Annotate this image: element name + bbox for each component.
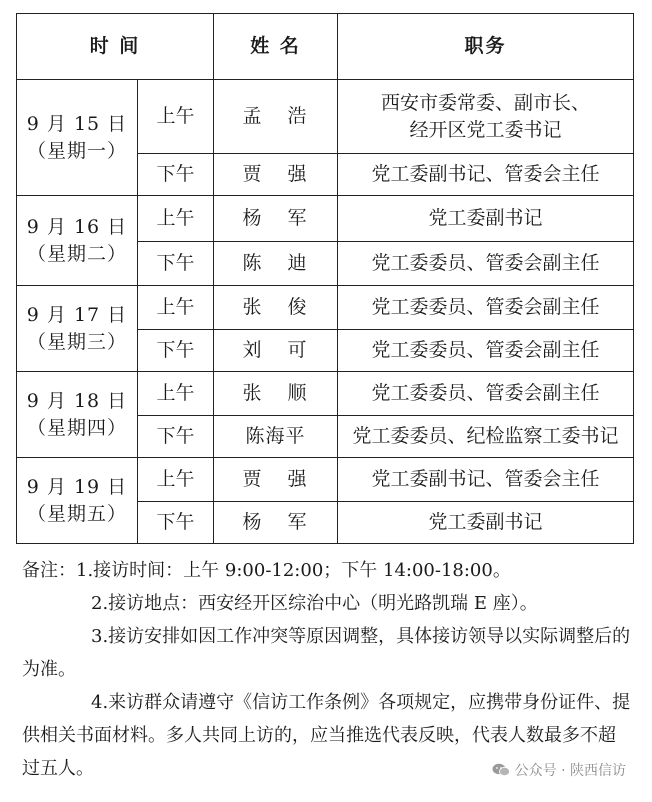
- period-cell: 下午: [138, 242, 214, 286]
- role-line: 西安市委常委、副市长、: [380, 91, 590, 114]
- role-cell: [338, 196, 634, 242]
- period-cell: 下午: [138, 416, 214, 458]
- table-row: [17, 372, 634, 416]
- weekday-text: （星期二）: [26, 242, 127, 265]
- table-row: [17, 196, 634, 242]
- role-cell: [338, 330, 634, 372]
- name-cell: 杨 军: [214, 502, 338, 544]
- period-cell: 上午: [138, 196, 214, 242]
- notes-section: [22, 554, 632, 785]
- date-cell: [17, 80, 138, 196]
- role-line: 党工委委员、管委会副主任: [371, 382, 600, 405]
- date-text: 9 月 16 日: [26, 215, 128, 238]
- role-cell: [338, 242, 634, 286]
- header-role: 职务: [338, 14, 634, 80]
- name-cell: 张 俊: [214, 286, 338, 330]
- role-cell: [338, 416, 634, 458]
- role-line: 党工委委员、纪检监察工委书记: [352, 425, 619, 448]
- name-cell: 贾 强: [214, 154, 338, 196]
- table-row: [17, 80, 634, 154]
- weekday-text: （星期一）: [26, 139, 127, 162]
- note-4: 4.来访群众请遵守《信访工作条例》各项规定，应携带身份证件、提供相关书面材料。多人共同上访的，应当推选代表反映，代表人数最多不超过五人。: [22, 692, 631, 779]
- role-line: 经开区党工委书记: [409, 118, 562, 141]
- role-cell: [338, 372, 634, 416]
- period-cell: 下午: [138, 154, 214, 196]
- header-name: 姓 名: [214, 14, 338, 80]
- period-cell: 下午: [138, 330, 214, 372]
- weekday-text: （星期四）: [26, 416, 127, 439]
- weekday-text: （星期三）: [26, 330, 127, 353]
- date-cell: [17, 458, 138, 544]
- header-time: 时 间: [17, 14, 214, 80]
- name-cell: 刘 可: [214, 330, 338, 372]
- name-cell: 陈 迪: [214, 242, 338, 286]
- table-row: [17, 286, 634, 330]
- table-row: [17, 458, 634, 502]
- wechat-icon: [492, 763, 510, 777]
- date-text: 9 月 18 日: [26, 389, 128, 412]
- role-line: 党工委委员、管委会副主任: [371, 339, 600, 362]
- role-line: 党工委副书记: [428, 207, 543, 230]
- watermark-text: 公众号 · 陕西信访: [514, 763, 626, 779]
- name-cell: 孟 浩: [214, 80, 338, 154]
- role-line: 党工委副书记、管委会主任: [371, 163, 600, 186]
- name-cell: 陈海平: [214, 416, 338, 458]
- table-header-row: [17, 14, 634, 80]
- note-3: 3.接访安排如因工作冲突等原因调整，具体接访领导以实际调整后的为准。: [22, 626, 631, 680]
- role-cell: [338, 154, 634, 196]
- weekday-text: （星期五）: [26, 502, 127, 525]
- period-cell: 上午: [138, 372, 214, 416]
- date-text: 9 月 15 日: [26, 112, 128, 135]
- role-cell: [338, 502, 634, 544]
- period-cell: 上午: [138, 458, 214, 502]
- date-cell: [17, 196, 138, 286]
- reception-schedule-table: [16, 13, 634, 544]
- period-cell: 上午: [138, 80, 214, 154]
- role-cell: [338, 80, 634, 154]
- date-cell: [17, 372, 138, 458]
- name-cell: 杨 军: [214, 196, 338, 242]
- period-cell: 下午: [138, 502, 214, 544]
- note-1: 备注：1.接访时间：上午 9:00-12:00；下午 14:00-18:00。: [22, 560, 511, 581]
- name-cell: 张 顺: [214, 372, 338, 416]
- date-cell: [17, 286, 138, 372]
- note-2: 2.接访地点：西安经开区综治中心（明光路凯瑞 E 座）。: [91, 593, 538, 614]
- role-cell: [338, 458, 634, 502]
- role-line: 党工委委员、管委会副主任: [371, 296, 600, 319]
- role-line: 党工委副书记、管委会主任: [371, 468, 600, 491]
- period-cell: 上午: [138, 286, 214, 330]
- role-line: 党工委委员、管委会副主任: [371, 252, 600, 275]
- date-text: 9 月 19 日: [26, 475, 128, 498]
- date-text: 9 月 17 日: [26, 303, 128, 326]
- role-cell: [338, 286, 634, 330]
- role-line: 党工委副书记: [428, 511, 543, 534]
- wechat-watermark: [488, 758, 630, 782]
- name-cell: 贾 强: [214, 458, 338, 502]
